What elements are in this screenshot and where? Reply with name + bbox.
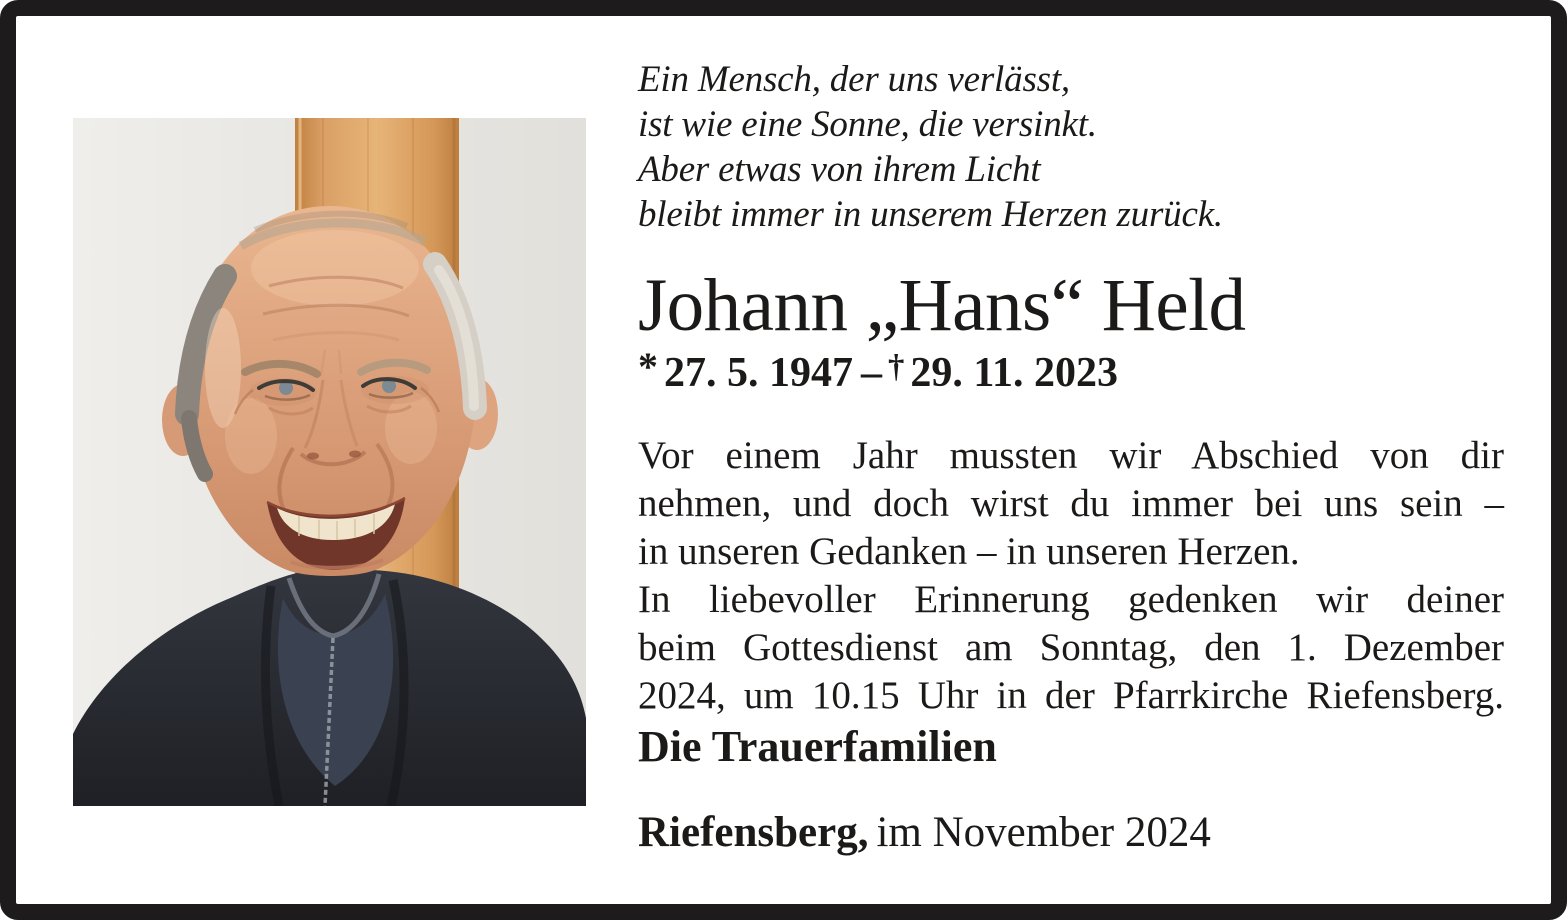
announcement-line-1: Vor einem Jahr mussten wir Abschied von dir	[638, 434, 1504, 477]
memorial-poem	[638, 57, 1223, 237]
place-name: Riefensberg,	[638, 809, 869, 856]
death-cross-symbol: †	[887, 349, 905, 385]
life-dates	[638, 344, 1119, 399]
place-date-line	[638, 808, 1211, 858]
death-date: 29. 11. 2023	[910, 350, 1119, 396]
card-inner	[16, 16, 1551, 904]
photo-head	[186, 206, 476, 576]
dates-separator: –	[860, 350, 882, 396]
announcement-line-2: nehmen, und doch wirst du immer bei uns sein –	[638, 482, 1504, 525]
poem-line-2: ist wie eine Sonne, die versinkt.	[638, 104, 1097, 145]
portrait-illustration	[73, 118, 586, 806]
deceased-name: Johann „Hans“ Held	[638, 264, 1246, 347]
portrait-photo	[73, 118, 586, 806]
poem-line-4: bleibt immer in unserem Herzen zurück.	[638, 194, 1223, 235]
text-column	[638, 16, 1504, 904]
announcement-line-3: in unseren Gedanken – in unseren Herzen.	[638, 530, 1300, 573]
signature-family: Die Trauerfamilien	[638, 722, 997, 771]
poem-line-1: Ein Mensch, der uns verlässt,	[638, 59, 1070, 100]
poem-line-3: Aber etwas von ihrem Licht	[638, 149, 1041, 190]
announcement-line-5: beim Gottesdienst am Sonntag, den 1. Dezember	[638, 626, 1504, 669]
announcement-line-6: 2024, um 10.15 Uhr in der Pfarrkirche Riefensberg.	[638, 674, 1504, 717]
birth-star-symbol: *	[638, 344, 658, 389]
announcement-text	[638, 432, 1504, 720]
announcement-line-4: In liebevoller Erinnerung gedenken wir deiner	[638, 578, 1504, 621]
birth-date: 27. 5. 1947	[663, 350, 853, 396]
date-text: im November 2024	[876, 809, 1211, 856]
